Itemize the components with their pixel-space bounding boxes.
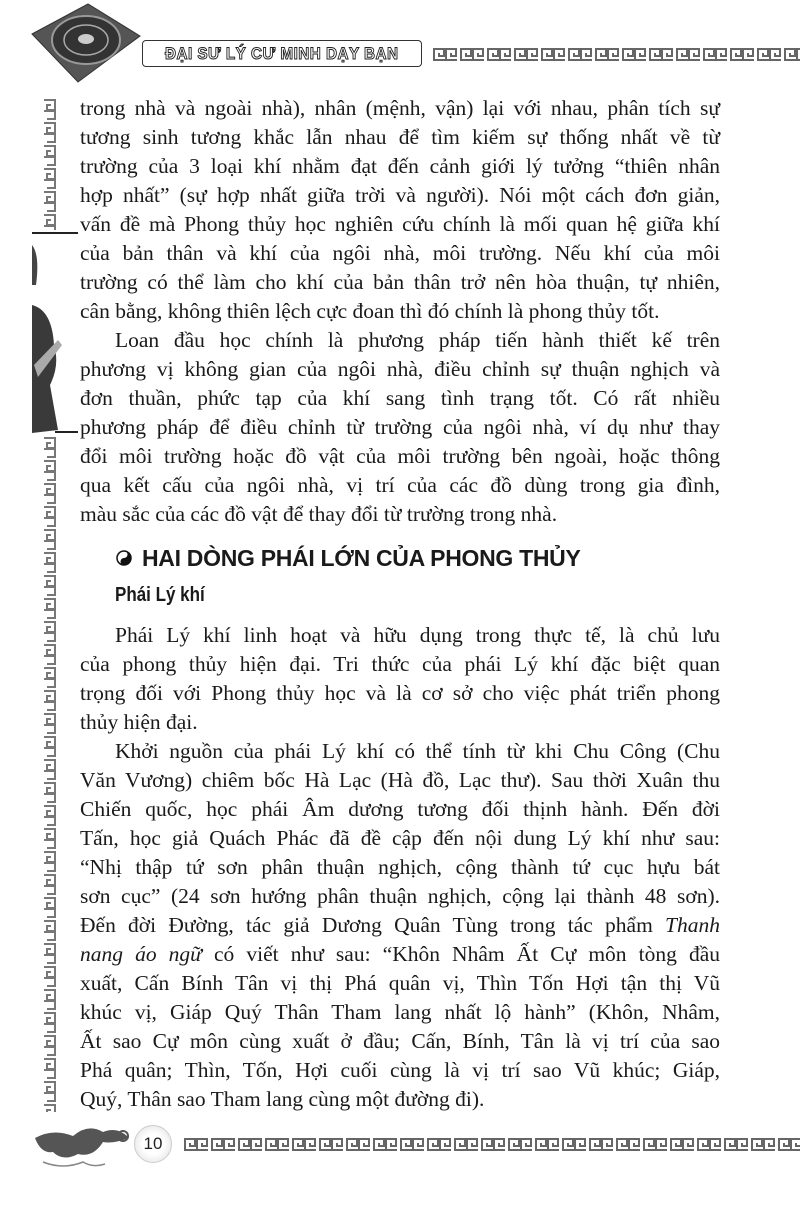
text-line: trường của 3 loại khí nhằm đạt đến cảnh giới lý tưởng “thiên nhân bbox=[80, 154, 720, 178]
text-line: Tấn, học giả Quách Phác đã đề cập đến nội dung Lý khí như sau: bbox=[80, 826, 720, 850]
divider-line bbox=[32, 232, 78, 234]
section-heading bbox=[116, 543, 581, 573]
text-line: đổi môi trường hoặc đồ vật của môi trường bên ngoài, hoặc thông bbox=[80, 444, 720, 468]
text-line: sơn cục” (24 sơn hướng phân thuận nghịch, cộng lại thành 48 sơn). bbox=[80, 884, 720, 908]
book-title-italic: nang áo ngữ bbox=[80, 942, 202, 966]
text-line: tương sinh tương khắc lẫn nhau để tìm kiếm sự thống nhất về từ bbox=[80, 125, 720, 149]
text-line: trong nhà và ngoài nhà), nhân (mệnh, vận) lại với nhau, phân tích sự bbox=[80, 96, 720, 120]
key-border-left-lower bbox=[43, 436, 57, 1112]
text-block-2 bbox=[80, 621, 720, 1114]
text-line: Khởi nguồn của phái Lý khí có thể tính từ khi Chu Công (Chu bbox=[115, 739, 720, 763]
text-line: Quý, Thân sao Tham lang cùng một đường đi). bbox=[80, 1087, 485, 1111]
text-line: trọng đối với Phong thủy học và là cơ sở cho việc phát triển phong bbox=[80, 681, 720, 705]
text-line: hợp nhất” (sự hợp nhất giữa trời và người). Nói một cách đơn giản, bbox=[80, 183, 720, 207]
compass-image bbox=[28, 2, 144, 84]
key-border-bottom bbox=[183, 1137, 800, 1151]
text-line: đơn thuần, phức tạp của khí sang tình trạng tốt. Có rất nhiều bbox=[80, 386, 720, 410]
text-line: màu sắc của các đồ vật để thay đổi từ trường trong nhà. bbox=[80, 502, 558, 526]
text-line: của phong thủy hiện đại. Tri thức của phái Lý khí đặc biệt quan bbox=[80, 652, 720, 676]
key-border-left-upper bbox=[43, 98, 57, 230]
text-line: phương pháp để điều chỉnh từ trường của ngôi nhà, ví dụ như thay bbox=[80, 415, 720, 439]
book-title: ĐẠI SƯ LÝ CƯ MINH DẠY BẠN bbox=[165, 43, 399, 63]
text-line bbox=[80, 940, 720, 969]
text-line: cân bằng, không thiên lệch cực đoan thì đó chính là phong thủy tốt. bbox=[80, 299, 660, 323]
section-heading-text: HAI DÒNG PHÁI LỚN CỦA PHONG THỦY bbox=[142, 545, 581, 571]
text-line: Phá quân; Thìn, Tốn, Hợi cuối cùng là vị trí sao Vũ khúc; Giáp, bbox=[80, 1058, 720, 1082]
key-border-top bbox=[432, 47, 800, 61]
book-title-italic: Thanh bbox=[665, 913, 720, 937]
text-block-1 bbox=[80, 94, 720, 529]
text-line: trường có thể làm cho khí của bản thân trở nên hòa thuận, tự nhiên, bbox=[80, 270, 720, 294]
text-line: Ất sao Cự môn cùng xuất ở đầu; Cấn, Bính, Tân là vị trí của sao bbox=[80, 1029, 720, 1053]
header-banner bbox=[142, 40, 422, 67]
text-line: Văn Vương) chiêm bốc Hà Lạc (Hà đồ, Lạc thư). Sau thời Xuân thu bbox=[80, 768, 720, 792]
text-line: qua kết cấu của ngôi nhà, vị trí của các đồ dùng trong gia đình, bbox=[80, 473, 720, 497]
text-line: phương vị không gian của ngôi nhà, điều chỉnh sự thuận nghịch và bbox=[80, 357, 720, 381]
text-line: Phái Lý khí linh hoạt và hữu dụng trong thực tế, là chủ lưu bbox=[115, 623, 720, 647]
text-line: Chiến quốc, học phái Âm dương tương đối thịnh hành. Đến đời bbox=[80, 797, 720, 821]
text-line: của bản thân và khí của ngôi nhà, môi trường. Nếu khí của môi bbox=[80, 241, 720, 265]
text-line: vấn đề mà Phong thủy học nghiên cứu chính là mối quan hệ giữa khí bbox=[80, 212, 720, 236]
text-line: xuất, Cấn Bính Tân vị thị Phá quân vị, Thìn Tốn Hợi tận thị Vũ bbox=[80, 971, 720, 995]
page-number: 10 bbox=[134, 1125, 172, 1163]
text-segment: có viết như sau: “Khôn Nhâm Ất Cự môn tòng đầu bbox=[201, 942, 720, 966]
dragon-image bbox=[33, 1118, 133, 1174]
text-line: thủy hiện đại. bbox=[80, 710, 198, 734]
person-image bbox=[30, 245, 70, 433]
text-line: “Nhị thập tứ sơn phân thuận nghịch, cộng thành tứ cục hựu bát bbox=[80, 855, 720, 879]
subheading: Phái Lý khí bbox=[115, 584, 205, 606]
text-segment: Đến đời Đường, tác giả Dương Quân Tùng trong tác phẩm bbox=[80, 913, 666, 937]
text-line: Loan đầu học chính là phương pháp tiến hành thiết kế trên bbox=[115, 328, 720, 352]
divider-line bbox=[55, 431, 78, 433]
text-line: khúc vị, Giáp Quý Thân Tham lang nhất lộ hành” (Khôn, Nhâm, bbox=[80, 1000, 720, 1024]
text-line bbox=[80, 911, 720, 940]
yin-yang-icon bbox=[116, 550, 132, 566]
